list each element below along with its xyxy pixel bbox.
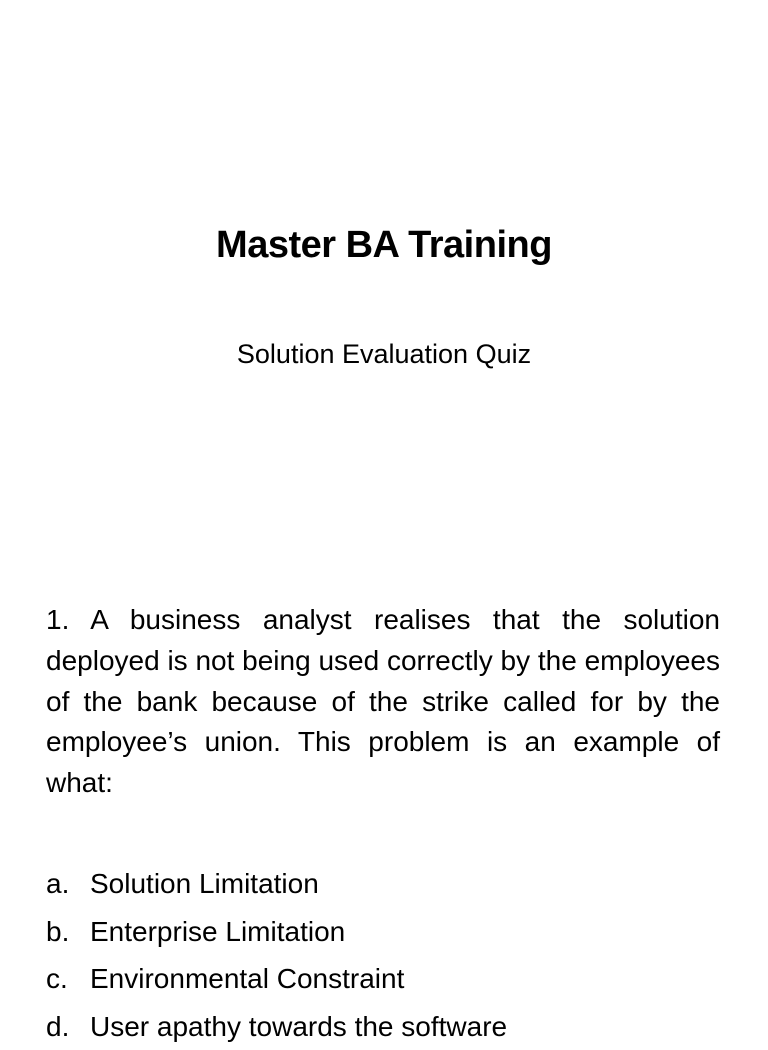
slide-subtitle: Solution Evaluation Quiz	[0, 337, 768, 371]
option-letter: d.	[46, 1003, 90, 1050]
option-text: Environmental Constraint	[90, 955, 726, 1003]
answer-option-d	[46, 1003, 726, 1050]
option-text: User apathy towards the software	[90, 1003, 726, 1050]
option-text: Solution Limitation	[90, 860, 726, 908]
answer-options-list	[46, 860, 726, 1050]
slide-title: Master BA Training	[0, 218, 768, 272]
answer-option-a	[46, 860, 726, 908]
answer-option-b	[46, 908, 726, 956]
option-text: Enterprise Limitation	[90, 908, 726, 956]
option-letter: b.	[46, 908, 90, 956]
option-letter: a.	[46, 860, 90, 908]
answer-option-c	[46, 955, 726, 1003]
option-letter: c.	[46, 955, 90, 1003]
question-text: 1. A business analyst realises that the solution deployed is not being used correctly by the employees of the bank because of the strike called for by the employee’s union. This problem is an example of what:	[46, 600, 720, 804]
